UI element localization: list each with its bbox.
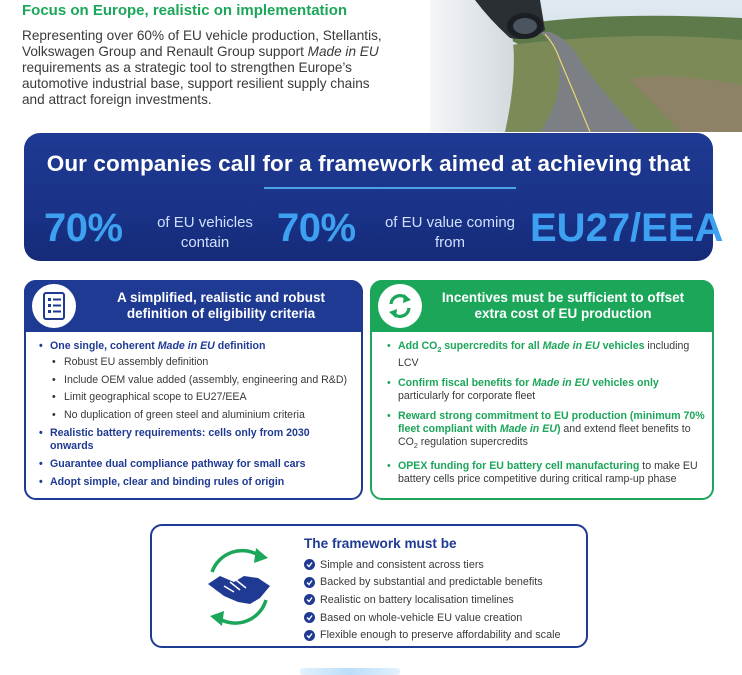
incentives-card-title: Incentives must be sufficient to offset extra cost of EU production [441,290,685,321]
incentives-card [370,280,714,500]
framework-list [304,556,560,644]
check-icon [304,559,315,570]
check-icon [304,630,315,641]
framework-item: Backed by substantial and predictable benefits [304,574,560,592]
framework-title: The framework must be [304,536,457,551]
eligibility-card-header [24,280,363,332]
incentive-supercredits: • Add $CO_2$ supercredits for all Made in EU vehicles including LCV [386,340,706,370]
incentive-reward-commitment: • Reward strong commitment to EU production (minimum 70% fleet compliant with Made in EU) and extend fleet benefits to $CO_2$ regulation supercredits [386,410,706,453]
criteria-main-definition: • One single, coherent Made in EU definition [38,340,356,353]
framework-item: Simple and consistent across tiers [304,556,560,574]
criteria-list [38,340,356,491]
criteria-sub-item: • Limit geographical scope to EU27/EEA [38,390,356,404]
eligibility-card-title: A simplified, realistic and robust definition of eligibility criteria [116,290,326,321]
refresh-cycle-icon [378,284,422,328]
banner-title: Our companies call for a framework aimed at achieving that [46,151,691,176]
intro-heading: Focus on Europe, realistic on implementation [22,2,348,19]
criteria-main-small-cars: • Guarantee dual compliance pathway for small cars [38,458,356,471]
stat-vehicles-label: of EU vehicles contain [157,214,253,251]
check-icon [304,594,315,605]
check-icon [304,577,315,588]
incentive-fiscal-benefits: • Confirm fiscal benefits for Made in EU vehicles only particularly for corporate fleet [386,377,706,403]
framework-item: Based on whole-vehicle EU value creation [304,609,560,627]
eligibility-criteria-card [24,280,363,500]
criteria-main-rules-of-origin: • Adopt simple, clear and binding rules of origin [38,476,356,489]
criteria-main-battery: • Realistic battery requirements: cells only from 2030 onwards [38,427,356,453]
criteria-sub-item: • No duplication of green steel and aluminium criteria [38,408,356,422]
framework-item: Flexible enough to preserve affordability and scale [304,626,560,644]
road-car-photo [430,0,742,132]
stat-region: EU27/EEA [530,206,724,250]
banner-divider [264,187,516,189]
criteria-sub-item: • Include OEM value added (assembly, engineering and R&D) [38,373,356,387]
incentive-opex-funding: • OPEX funding for EU battery cell manufacturing to make EU battery cells price competitive during critical ramp-up phase [386,460,706,486]
intro-paragraph: Representing over 60% of EU vehicle production, Stellantis, Volkswagen Group and Renault Group support Made in EU requirements as a strategic tool to strengthen Europe’s automotive industrial base, support resilient supply chains and attract foreign investments. [22,28,382,107]
stat-value-label: of EU value coming from [384,214,516,251]
framework-banner [24,133,724,261]
checklist-icon [32,284,76,328]
stat-vehicles-percent: 70% [44,206,123,250]
footer-fade [300,668,400,675]
criteria-sub-item: • Robust EU assembly definition [38,355,356,369]
incentives-list [386,340,706,493]
check-icon [304,612,315,623]
stat-value-percent: 70% [277,206,356,250]
handshake-icon [194,542,284,632]
incentives-card-header [370,280,714,332]
framework-item: Realistic on battery localisation timelines [304,591,560,609]
framework-box [150,524,588,648]
